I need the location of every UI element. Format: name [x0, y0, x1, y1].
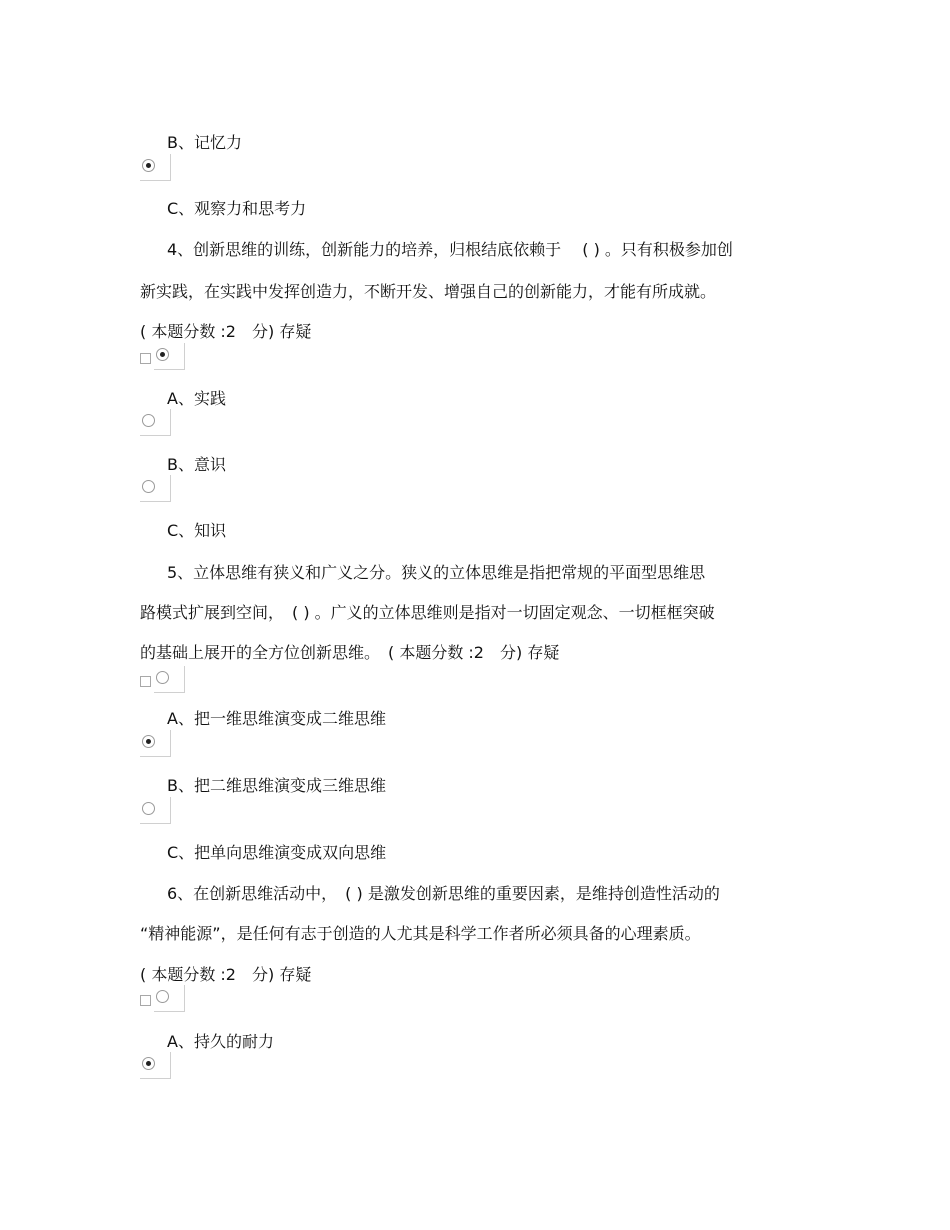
doubt-checkbox[interactable]: [140, 353, 151, 364]
radio-icon: [142, 159, 155, 172]
q5-flag-group: [140, 666, 190, 696]
radio-icon: [156, 990, 169, 1003]
q5-option-b-label: B、把二维思维演变成三维思维: [167, 776, 386, 795]
radio-icon: [156, 348, 169, 361]
doubt-checkbox[interactable]: [140, 676, 151, 687]
doubt-checkbox[interactable]: [140, 995, 151, 1006]
q4-score: ( 本题分数 :2 分) 存疑: [140, 322, 312, 341]
q3-option-c-label: C、观察力和思考力: [167, 199, 307, 218]
q6-flag-group: [140, 985, 190, 1015]
q4-option-a-label: A、实践: [167, 389, 226, 408]
q5-answer-radio[interactable]: [154, 666, 185, 693]
radio-icon: [142, 480, 155, 493]
q4-flag-group: [140, 343, 190, 373]
q6-answer-radio[interactable]: [154, 985, 185, 1012]
q5-option-c-label: C、把单向思维演变成双向思维: [167, 843, 387, 862]
q4-option-b-radio[interactable]: [140, 475, 171, 502]
q4-option-c-label: C、知识: [167, 521, 227, 540]
q5-option-a-radio[interactable]: [140, 730, 171, 757]
radio-icon: [142, 414, 155, 427]
radio-icon: [142, 735, 155, 748]
q5-option-a-label: A、把一维思维演变成二维思维: [167, 709, 386, 728]
radio-icon: [156, 671, 169, 684]
q4-option-b-label: B、意识: [167, 455, 226, 474]
q4-text-line-1: 4、创新思维的训练，创新能力的培养，归根结底依赖于 ( ) 。只有积极参加创: [167, 240, 733, 259]
q6-option-a-label: A、持久的耐力: [167, 1032, 274, 1051]
q6-score: ( 本题分数 :2 分) 存疑: [140, 965, 312, 984]
q5-text-line-3: 的基础上展开的全方位创新思维。 ( 本题分数 :2 分) 存疑: [140, 643, 560, 662]
q4-option-a-radio[interactable]: [140, 409, 171, 436]
q5-text-line-1: 5、立体思维有狭义和广义之分。狭义的立体思维是指把常规的平面型思维思: [167, 563, 706, 582]
q6-text-line-2: “精神能源”，是任何有志于创造的人尤其是科学工作者所必须具备的心理素质。: [140, 924, 701, 943]
q6-text-line-1: 6、在创新思维活动中， ( ) 是激发创新思维的重要因素，是维持创造性活动的: [167, 884, 720, 903]
q6-option-a-radio[interactable]: [140, 1052, 171, 1079]
q3-option-b-label: B、记忆力: [167, 133, 242, 152]
q3-option-b-radio[interactable]: [140, 154, 171, 181]
q4-answer-radio[interactable]: [154, 343, 185, 370]
radio-icon: [142, 802, 155, 815]
q5-option-b-radio[interactable]: [140, 797, 171, 824]
q5-text-line-2: 路模式扩展到空间， ( ) 。广义的立体思维则是指对一切固定观念、一切框框突破: [140, 603, 715, 622]
q4-text-line-2: 新实践，在实践中发挥创造力，不断开发、增强自己的创新能力，才能有所成就。: [140, 282, 717, 301]
radio-icon: [142, 1057, 155, 1070]
